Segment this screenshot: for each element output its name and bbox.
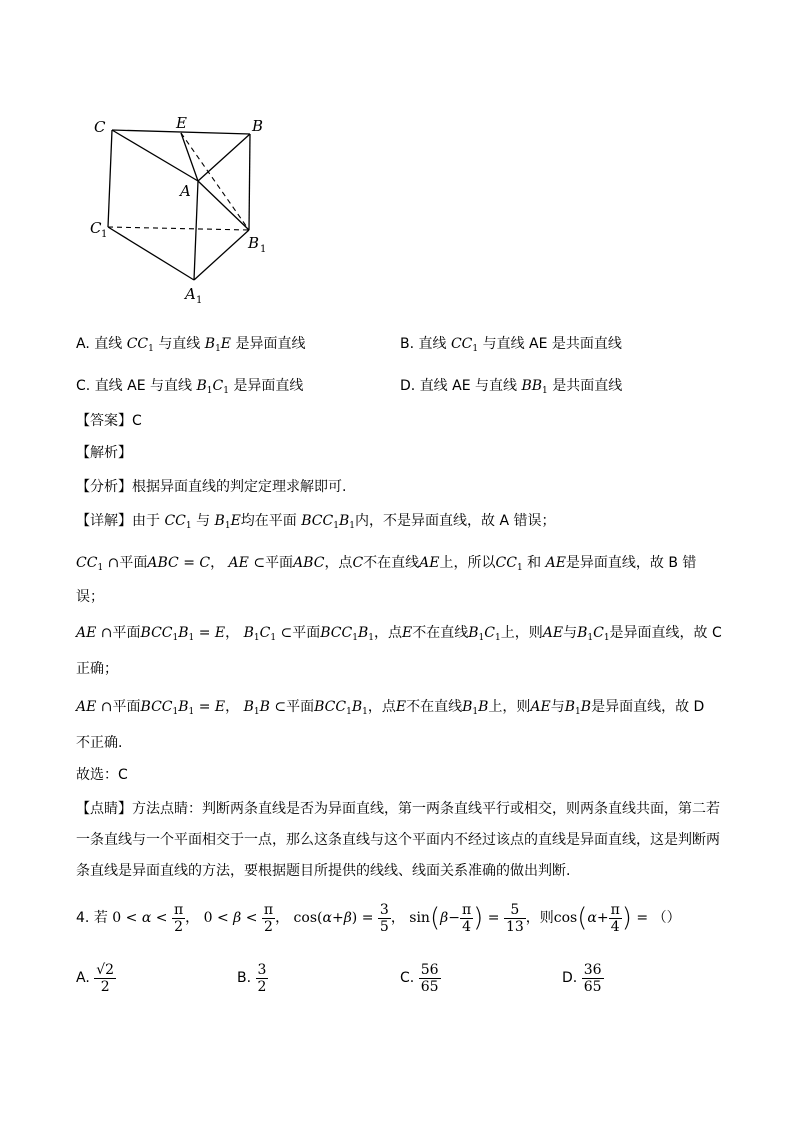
math-b1c1: $B_1C_1$ [196,378,229,396]
edge-CC1 [108,130,112,227]
math: < [125,910,138,926]
frac-den: 2 [174,918,183,935]
math-alpha: α [322,910,332,926]
math-ae: AE [542,625,564,641]
frac-num: 56 [420,961,439,978]
math-b1e: $B_1E$ [204,336,232,354]
frac-den: 2 [264,918,273,935]
option-q4-d-frac [582,962,604,995]
text: 不在直线 [406,699,463,715]
math-bcc1b1: $BCC_1B_1$ [320,625,374,643]
option-text: 是共面直线 [552,378,623,394]
text: ， [275,910,290,926]
math: < [245,910,258,926]
option-q4-a [76,958,116,998]
label-A1-sub: 1 [196,295,203,305]
math-cos: cos [553,910,578,926]
math-ae-cap: AE ∩ [76,699,113,715]
frac-den: 2 [257,978,267,995]
math: 0 [112,910,122,926]
frac-den: 65 [420,978,439,995]
option-text: 是异面直线 [233,378,304,394]
text: 与 [563,625,578,641]
option-text: 直线 AE 与直线 [419,378,518,394]
xiangjie-line-3 [76,587,104,607]
dianjing-line-2 [76,830,720,850]
answer-blank: （） [652,910,681,926]
xiangjie-line-7 [76,733,122,753]
text: 若 [93,910,108,926]
text: 一条直线与一个平面相交于一点，那么这条直线与这个平面内不经过该点的直线是异面直线，这是判断两 [76,832,720,848]
text: 方法点睛：判断两条直线是否为异面直线，第一两条直线平行或相交，则两条直线共面，第二若 [132,801,720,817]
xiangjie-line-5 [76,659,118,679]
frac-num: √2 [96,961,115,978]
text: 正确； [76,661,118,677]
text: 与 [550,699,565,715]
math-ae: AE [530,699,551,715]
edge-EB1-dashed [181,133,249,230]
edge-AA1 [194,181,198,280]
edge-CA [112,130,198,181]
edge-C1A1 [108,227,194,280]
xiangjie-line-2 [76,553,696,573]
xiangjie-line-4 [76,623,722,643]
text: 平面 [112,699,141,715]
math-ae-cap: AE ∩ [76,625,113,641]
frac-num: 5 [504,902,526,919]
math-b1c1-subset: $B_1C_1$ ⊂ [243,625,293,643]
guxuan-value: C [118,767,128,783]
math: < [216,910,229,926]
frac-pi-2 [262,902,275,935]
label-A1: A [185,285,196,303]
math-plane-eq-e: $BCC_1B_1 = E$ [140,699,226,717]
text: ， [210,555,225,571]
math-sin: sin [409,910,430,926]
math: − [448,910,460,926]
frac-3-5 [378,902,391,935]
math-c: C [352,555,364,571]
math-b1b: $B_1B$ [462,699,489,717]
math: + [331,910,344,926]
math-b1b: $B_1B$ [564,699,592,717]
frac-den: 4 [610,918,620,935]
edge-AB [198,134,250,181]
edge-C1B1-dashed [108,227,249,230]
text: 上，则 [488,699,531,715]
math-bcc1b1: $BCC_1B_1$ [314,699,368,717]
option-q4-a-frac [94,962,116,995]
edge-A1B1 [194,230,249,280]
math-ae: AE [545,555,566,571]
text: 由于 [132,513,160,529]
label-B: B [252,117,264,135]
label-C1-sub: 1 [101,229,108,240]
frac-num: 36 [583,961,602,978]
option-letter: A. [76,970,90,986]
text: 平面 [112,625,141,641]
math-bb1: $BB_1$ [521,378,548,396]
text: 不在直线 [363,555,420,571]
text: 是异面直线，故 C [609,625,722,641]
edge-EA [181,133,198,181]
math-alpha: α [141,910,152,926]
option-text: 直线 [94,336,123,352]
option-q3-c [76,376,303,396]
math-cos: cos [293,910,318,926]
option-q3-d [400,376,622,396]
option-q4-b [237,958,268,998]
frac-num: π [173,901,184,918]
frac-den: 2 [100,978,110,995]
option-letter: C. [76,378,91,394]
frac-den: 65 [583,978,602,995]
dianjing-line-1 [76,799,720,819]
text: 误； [76,589,104,605]
text: ，则 [525,910,554,926]
math-ae: AE [419,555,440,571]
fenxi-line [76,477,346,497]
math-b1e: $B_1E$ [214,513,241,531]
frac-num: 3 [257,961,267,978]
text: ， [185,910,200,926]
option-q4-d [562,958,604,998]
option-letter: C. [400,970,415,986]
text: 内，不是异面直线，故 A 错误； [355,513,556,529]
math-e: E [395,699,407,715]
math-beta: β [440,910,449,926]
math: + [596,910,609,926]
option-text: 与直线 [158,336,201,352]
math-ae-subset: AE ⊂ [228,555,266,571]
question-4: 4. 若 0 < α < $\frac{\pi}{2}$ ， 0 < β < $\frac{\pi}{2}$ ， cos(α+β) = $\frac{3}{5}$ ， sin(β− $\frac{\pi}{4}$ ) = $\frac{5}{13}$ ，则cos(α+ $\frac{\pi}{4}$ ) = （） [76,901,681,935]
text: 条直线是异面直线的方法，要根据题目所提供的线线、线面关系准确的做出判断. [76,863,571,879]
label-E: E [176,114,187,132]
option-letter: D. [562,970,578,986]
frac-num: π [610,901,620,918]
text: 平面 [292,625,321,641]
text: 是异面直线，故 B 错 [565,555,697,571]
math-cc1: $CC_1$ [126,336,154,354]
text: 上，所以 [439,555,496,571]
frac-num: π [461,901,472,918]
option-letter: A. [76,336,90,352]
option-q4-b-frac [256,962,269,995]
label-B1-sub: 1 [260,244,267,255]
edge-AB1 [198,181,249,230]
math: = [361,910,374,926]
math-cc1: $CC_1$ [450,336,479,354]
option-q3-b [400,334,622,354]
frac-num: 3 [379,901,389,918]
option-letter: B. [400,336,415,352]
question-number: 4. [76,910,90,926]
math-plane-eq-e: $BCC_1B_1 = E$ [140,625,226,643]
math-beta: β [233,910,242,926]
frac-pi-2 [172,902,185,935]
frac-den: 13 [505,918,524,935]
math-bcc1b1: $BCC_1B_1$ [301,513,355,531]
label-A: A [180,182,191,200]
guxuan-label: 故选： [76,767,118,783]
math: = [487,910,500,926]
math-abc: ABC [293,555,325,571]
text: 平面 [119,555,148,571]
xiangjie-line-6 [76,697,704,717]
math-cc1: $CC_1$ [495,555,523,573]
frac-5-13 [504,902,526,935]
math-abc-eq-c: ABC = C [147,555,211,571]
text: ，点 [367,699,396,715]
text: 平面 [265,555,294,571]
option-text: 与直线 AE 是共面直线 [482,336,622,352]
xiangjie-line-1 [76,511,555,531]
math-cc1-cap: $CC_1$ ∩ [76,555,120,573]
edge-BB1 [249,134,250,230]
answer-label: 【答案】 [76,413,132,429]
math: < [155,910,168,926]
answer-value: C [132,413,142,429]
text: ，点 [324,555,353,571]
option-text: 是异面直线 [235,336,306,352]
fenxi-label: 【分析】 [76,479,132,495]
math-b1c1: $B_1C_1$ [468,625,501,643]
label-C: C [94,118,106,136]
math-b1c1: $B_1C_1$ [577,625,610,643]
text: 是异面直线，故 D [591,699,705,715]
math-alpha: α [587,910,597,926]
frac-den: 5 [379,918,389,935]
dianjing-line-3 [76,861,570,881]
option-q4-c [400,958,441,998]
text: 和 [527,555,542,571]
dianjing-label: 【点睛】 [76,801,132,817]
text: 上，则 [500,625,543,641]
frac-pi-4 [609,902,622,935]
option-letter: D. [400,378,416,394]
jiexi-label: 【解析】 [76,445,132,461]
text: 与 [196,513,211,529]
text: 不在直线 [412,625,469,641]
label-B1: B [248,234,260,252]
option-text: 直线 [418,336,447,352]
math-beta: β [343,910,352,926]
option-q4-c-frac [419,962,441,995]
frac-den: 4 [462,918,471,935]
option-text: 直线 AE 与直线 [94,378,193,394]
prism-figure [80,105,300,305]
option-letter: B. [237,970,252,986]
math: = [636,910,649,926]
fenxi-text: 根据异面直线的判定定理求解即可. [132,479,347,495]
text: 不正确. [76,735,123,751]
math-e: E [402,625,413,641]
label-C1: C [90,219,102,237]
text: ，点 [374,625,402,641]
text: 均在平面 [240,513,297,529]
text: ， [225,625,240,641]
xiangjie-label: 【详解】 [76,513,132,529]
guxuan-line [76,765,128,785]
text: ， [225,699,240,715]
frac-pi-4 [460,902,473,935]
option-q3-a [76,334,305,354]
jiexi-line [76,443,132,463]
answer-line [76,411,142,431]
text: ， [390,910,405,926]
text: 平面 [286,699,315,715]
frac-num: π [263,901,274,918]
math-cc1: $CC_1$ [164,513,192,531]
math-b1b-subset: $B_1B$ ⊂ [243,699,287,717]
math: 0 [203,910,213,926]
